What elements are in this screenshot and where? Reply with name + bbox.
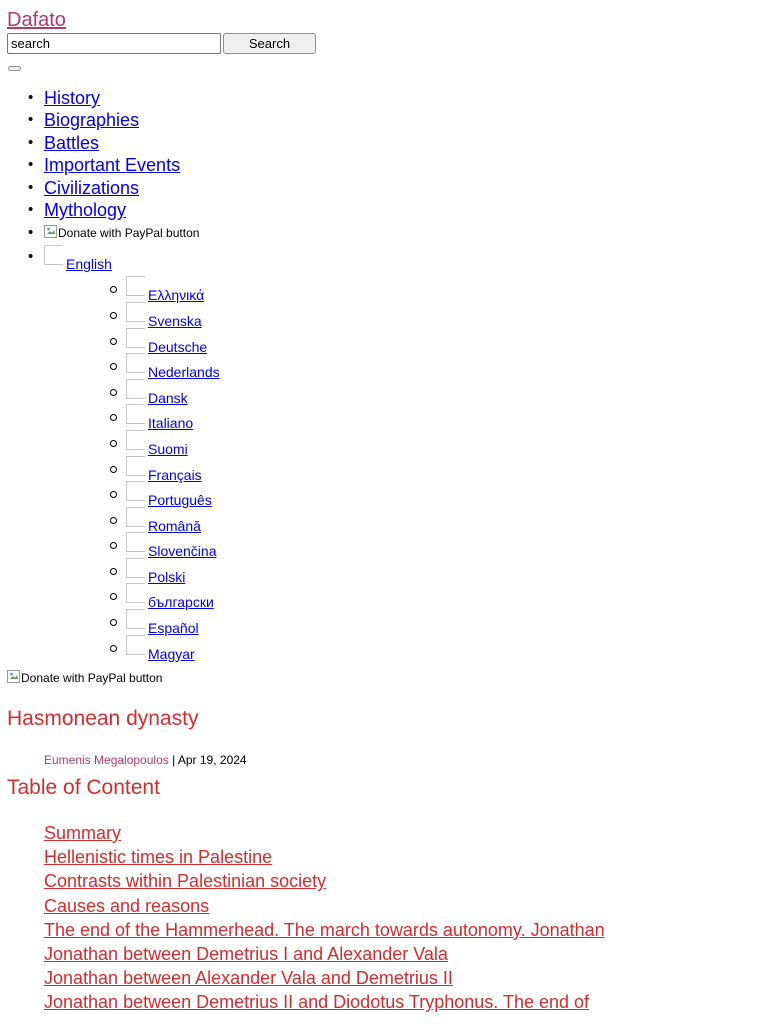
language-item <box>44 609 768 635</box>
language-item <box>44 583 768 609</box>
language-link-french[interactable]: Français <box>148 466 202 483</box>
toc-item <box>44 990 764 1014</box>
nav-link-mythology[interactable]: Mythology <box>44 199 127 220</box>
language-link-dutch[interactable]: Nederlands <box>148 364 220 381</box>
article-author-link[interactable]: Eumenis Megalopoulos <box>44 753 169 767</box>
flag-icon <box>126 276 145 296</box>
language-link-swedish[interactable]: Svenska <box>148 312 202 329</box>
nav-link-battles[interactable]: Battles <box>44 132 100 153</box>
site-logo[interactable]: Dafato <box>7 9 66 31</box>
toc-link-jonathan-demetrius-ii[interactable]: Jonathan between Demetrius II and Diodotus Tryphonus. The end of <box>44 992 590 1013</box>
language-link-german[interactable]: Deutsche <box>148 338 208 355</box>
language-item <box>44 276 768 302</box>
broken-image-icon <box>44 223 58 237</box>
flag-icon <box>126 558 145 578</box>
language-item <box>44 353 768 379</box>
paypal-donate-alt-text: Donate with PayPal button <box>21 671 163 685</box>
flag-icon <box>126 583 145 603</box>
paypal-donate-banner[interactable] <box>7 670 162 686</box>
toc-item <box>44 845 764 869</box>
nav-item-language <box>0 245 768 662</box>
language-link-polish[interactable]: Polski <box>148 568 186 585</box>
language-link-slovak[interactable]: Slovenčina <box>148 543 217 560</box>
language-link-greek[interactable]: Ελληνικά <box>148 287 205 304</box>
language-item <box>44 456 768 482</box>
language-item <box>44 481 768 507</box>
toc-list <box>44 821 764 1015</box>
language-link-hungarian[interactable]: Magyar <box>148 645 195 662</box>
nav-link-history[interactable]: History <box>44 88 101 108</box>
search-button[interactable]: Search <box>223 33 316 54</box>
toc-link-hellenistic-times[interactable]: Hellenistic times in Palestine <box>44 847 273 868</box>
language-link-finnish[interactable]: Suomi <box>148 440 188 457</box>
toc-item <box>44 918 764 942</box>
toc-link-contrasts[interactable]: Contrasts within Palestinian society <box>44 871 327 892</box>
language-item <box>44 328 768 354</box>
article-title: Hasmonean dynasty <box>7 707 199 730</box>
language-link-portuguese[interactable]: Português <box>148 492 212 509</box>
flag-icon <box>126 456 145 476</box>
language-item <box>44 430 768 456</box>
flag-icon <box>126 635 145 655</box>
language-item <box>44 507 768 533</box>
broken-image-icon <box>7 670 21 684</box>
flag-icon <box>44 245 63 265</box>
language-list <box>44 276 768 660</box>
main-nav <box>0 87 768 662</box>
toc-link-causes[interactable]: Causes and reasons <box>44 895 210 916</box>
toc-item <box>44 821 764 845</box>
language-item <box>44 532 768 558</box>
language-current-link[interactable]: English <box>66 256 112 273</box>
nav-item-civilizations <box>0 177 768 199</box>
nav-item-important-events <box>0 154 768 176</box>
flag-icon <box>126 379 145 399</box>
meta-separator: | <box>168 753 178 767</box>
language-item <box>44 404 768 430</box>
nav-item-biographies <box>0 109 768 131</box>
language-link-spanish[interactable]: Español <box>148 620 199 637</box>
toc-link-hammerhead[interactable]: The end of the Hammerhead. The march towards autonomy. Jonathan <box>44 919 605 940</box>
flag-icon <box>126 328 145 348</box>
language-item <box>44 379 768 405</box>
search-input[interactable] <box>7 33 221 54</box>
toc-link-jonathan-alexander-vala[interactable]: Jonathan between Alexander Vala and Demetrius II <box>44 968 453 989</box>
language-item <box>44 558 768 584</box>
nav-item-paypal <box>0 221 768 245</box>
flag-icon <box>126 532 145 552</box>
toc-link-jonathan-demetrius-i[interactable]: Jonathan between Demetrius I and Alexander Vala <box>44 943 448 964</box>
nav-link-biographies[interactable]: Biographies <box>44 110 140 131</box>
flag-icon <box>126 430 145 450</box>
language-item <box>44 635 768 661</box>
nav-link-important-events[interactable]: Important Events <box>44 155 181 176</box>
nav-item-history <box>0 87 768 109</box>
toc-item <box>44 966 764 990</box>
flag-icon <box>126 404 145 424</box>
language-link-danish[interactable]: Dansk <box>148 389 188 406</box>
flag-icon <box>126 481 145 501</box>
language-link-italian[interactable]: Italiano <box>148 415 194 432</box>
article-meta <box>44 752 247 768</box>
nav-item-battles <box>0 132 768 154</box>
flag-icon <box>126 609 145 629</box>
language-link-bulgarian[interactable]: български <box>148 594 214 611</box>
paypal-donate-button[interactable]: Donate with PayPal button <box>58 226 200 241</box>
flag-icon <box>126 302 145 322</box>
toc-item <box>44 869 764 893</box>
nav-item-mythology <box>0 199 768 221</box>
toc-title: Table of Content <box>7 776 160 799</box>
language-link-romanian[interactable]: Română <box>148 517 201 534</box>
article-date: Apr 19, 2024 <box>177 753 247 767</box>
flag-icon <box>126 353 145 373</box>
toc-link-summary[interactable]: Summary <box>44 823 122 843</box>
menu-toggle-button[interactable] <box>8 66 21 71</box>
nav-link-civilizations[interactable]: Civilizations <box>44 177 140 198</box>
language-item <box>44 302 768 328</box>
flag-icon <box>126 507 145 527</box>
toc-item <box>44 942 764 966</box>
toc-item <box>44 894 764 918</box>
